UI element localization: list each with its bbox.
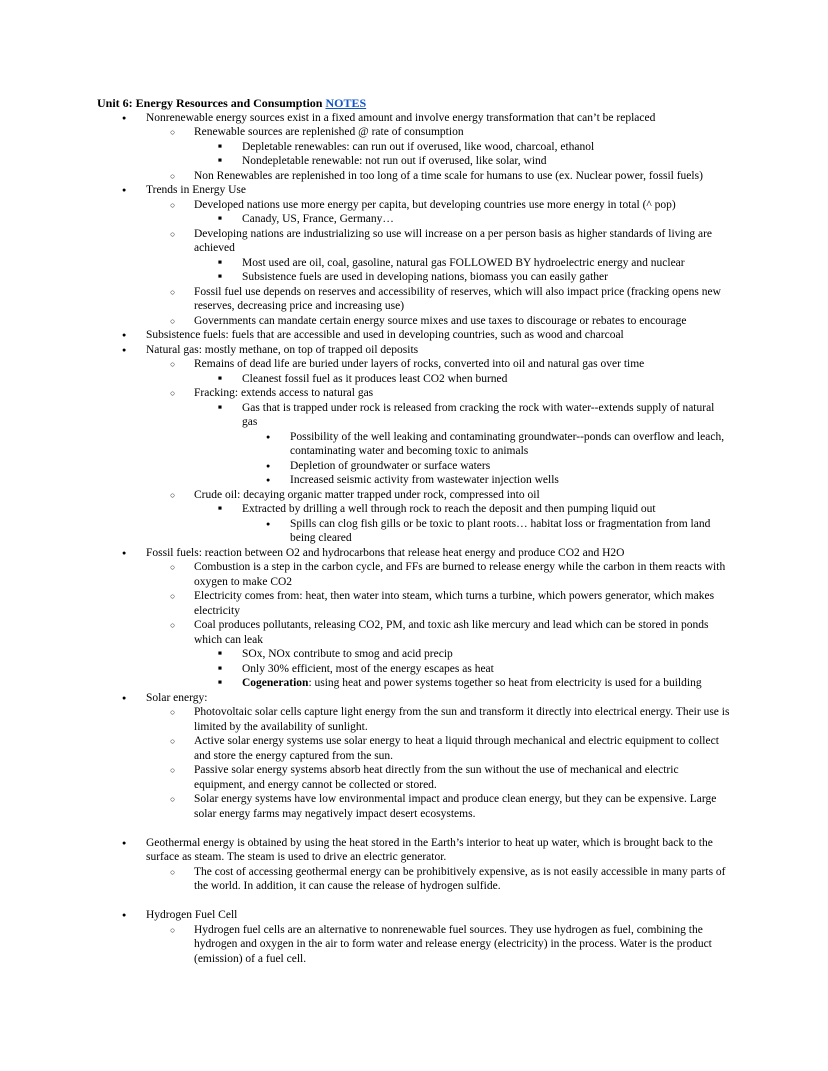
page-title	[97, 96, 731, 111]
notes-list	[97, 111, 731, 967]
bullet-icon: ●	[122, 548, 127, 557]
list-item-text: Solar energy systems have low environmental impact and produce clean energy, but they can be expensive. Large solar energy farms may negatively impact desert ecosystems.	[194, 793, 717, 820]
list-item-text: Most used are oil, coal, gasoline, natural gas FOLLOWED BY hydroelectric energy and nuclear	[242, 256, 685, 269]
bullet-icon: ○	[170, 359, 176, 369]
bullet-icon: ■	[218, 215, 222, 222]
bullet-icon: ○	[170, 489, 176, 500]
list-item-text: Active solar energy systems use solar energy to heat a liquid through mechanical and electric equipment to collect and store the energy captured from the sun.	[194, 735, 719, 762]
title-text: Unit 6: Energy Resources and Consumption	[97, 96, 326, 110]
list-item-text: Renewable sources are replenished @ rate of consumption	[194, 126, 464, 138]
list-item-text: Canady, US, France, Germany…	[242, 213, 394, 225]
list-item-text: Fracking: extends access to natural gas	[194, 387, 374, 399]
list-item-text: Governments can mandate certain energy source mixes and use taxes to discourage or rebates to encourage	[194, 314, 687, 327]
list-item	[170, 923, 731, 967]
list-item	[122, 328, 731, 343]
list-item-text: Geothermal energy is obtained by using the heat stored in the Earth’s interior to heat up water, which is brought back to the surface as steam. The steam is used to drive an electric generator.	[146, 836, 713, 863]
bullet-icon: ■	[218, 258, 222, 266]
list-item	[170, 227, 731, 256]
bullet-icon: ○	[170, 765, 176, 775]
list-item-text: Non Renewables are replenished in too long of a time scale for humans to use (ex. Nuclear power, fossil fuels)	[194, 169, 703, 182]
bullet-icon: ●	[122, 186, 127, 194]
bullet-icon: ○	[170, 170, 176, 181]
list-item	[218, 676, 731, 691]
list-item-text: Solar energy:	[146, 691, 208, 704]
list-item	[218, 502, 731, 517]
bullet-icon: ■	[218, 157, 222, 164]
list-item-text: Trends in Energy Use	[146, 184, 246, 196]
list-item-text: Subsistence fuels: fuels that are accessible and used in developing countries, such as wood and charcoal	[146, 329, 624, 341]
bullet-icon: ●	[122, 113, 127, 122]
bullet-icon: ○	[170, 591, 176, 601]
bullet-icon: ■	[218, 650, 222, 657]
bullet-icon: ■	[218, 374, 222, 382]
list-item-text: Only 30% efficient, most of the energy escapes as heat	[242, 662, 494, 675]
list-item-text: Passive solar energy systems absorb heat directly from the sun without the use of mechanical and electric equipment, and energy cannot be collected or stored.	[194, 764, 679, 791]
list-item	[266, 473, 731, 488]
list-item-text	[242, 676, 731, 691]
list-item	[266, 517, 731, 546]
list-item-text: Spills can clog fish gills or be toxic to plant roots… habitat loss or fragmentation from land being cleared	[290, 517, 711, 544]
list-item	[218, 647, 731, 662]
list-item-text: Extracted by drilling a well through rock to reach the deposit and then pumping liquid out	[242, 503, 656, 515]
list-item-text: Developed nations use more energy per capita, but developing countries use more energy in total (^ pop)	[194, 198, 676, 211]
bullet-icon: ●	[266, 519, 271, 528]
list-item-text: Combustion is a step in the carbon cycle, and FFs are burned to release energy while the carbon in them reacts with oxygen to make CO2	[194, 561, 726, 588]
list-item-text: Increased seismic activity from wastewater injection wells	[290, 474, 559, 486]
list-item	[170, 285, 731, 314]
list-item	[170, 169, 731, 184]
bullet-icon: ○	[170, 866, 176, 877]
list-item-text: The cost of accessing geothermal energy can be prohibitively expensive, as is not easily accessible in many parts of the world. In addition, it can cause the release of hydrogen sulfide.	[194, 865, 726, 892]
list-item-text: Nondepletable renewable: not run out if overused, like solar, wind	[242, 155, 547, 167]
list-item-text: Cleanest fossil fuel as it produces least CO2 when burned	[242, 372, 508, 385]
list-item	[122, 908, 731, 923]
list-item-text-run: : using heat and power systems together so heat from electricity is used for a building	[308, 677, 702, 689]
list-item	[266, 430, 731, 459]
list-item	[170, 357, 731, 372]
list-item-text: Developing nations are industrializing so use will increase on a per person basis as higher standards of living are achieved	[194, 227, 712, 254]
list-item	[122, 111, 731, 126]
list-item	[218, 270, 731, 285]
bullet-icon: ●	[122, 693, 127, 702]
list-item-text: Depletion of groundwater or surface waters	[290, 459, 491, 472]
bullet-icon: ○	[170, 199, 176, 210]
list-item	[122, 691, 731, 706]
bullet-icon: ○	[170, 924, 176, 935]
list-item	[218, 401, 731, 430]
list-item-text: Subsistence fuels are used in developing nations, biomass you can easily gather	[242, 271, 608, 283]
list-item	[170, 589, 731, 618]
list-item	[218, 154, 731, 169]
bullet-icon: ○	[170, 228, 176, 239]
list-item-text: SOx, NOx contribute to smog and acid precip	[242, 648, 453, 660]
bullet-icon: ○	[170, 707, 176, 717]
bullet-icon: ○	[170, 620, 176, 630]
list-item	[170, 618, 731, 647]
list-item-text-run: Cogeneration	[242, 677, 309, 689]
bullet-icon: ●	[122, 838, 127, 847]
list-item	[218, 662, 731, 677]
bullet-icon: ■	[218, 505, 222, 512]
bullet-icon: ■	[218, 679, 222, 686]
bullet-icon: ○	[170, 127, 176, 137]
list-item	[218, 212, 731, 227]
list-item	[218, 256, 731, 271]
list-item	[170, 125, 731, 140]
list-item-text: Natural gas: mostly methane, on top of trapped oil deposits	[146, 343, 419, 356]
list-item-text: Gas that is trapped under rock is released from cracking the rock with water--extends supply of natural gas	[242, 401, 715, 428]
list-item-text: Nonrenewable energy sources exist in a fixed amount and involve energy transformation that can’t be replaced	[146, 111, 656, 124]
list-item-text: Crude oil: decaying organic matter trapped under rock, compressed into oil	[194, 488, 540, 501]
list-item	[170, 198, 731, 213]
list-item-text: Coal produces pollutants, releasing CO2, PM, and toxic ash like mercury and lead which can be stored in ponds which can leak	[194, 619, 709, 646]
list-item	[218, 372, 731, 387]
list-item-text: Photovoltaic solar cells capture light energy from the sun and transform it directly into electrical energy. Their use is limited by the availability of sunlight.	[194, 706, 730, 733]
bullet-icon: ●	[122, 345, 127, 354]
bullet-icon: ○	[170, 315, 176, 326]
bullet-icon: ○	[170, 794, 176, 804]
bullet-icon: ●	[266, 432, 271, 441]
list-item	[170, 314, 731, 329]
list-item-text: Hydrogen Fuel Cell	[146, 909, 238, 921]
list-item	[170, 386, 731, 401]
list-item-text: Fossil fuel use depends on reserves and accessibility of reserves, which will also impact price (fracking opens new reserves, decreasing price and increasing use)	[194, 285, 721, 312]
list-item-text: Depletable renewables: can run out if overused, like wood, charcoal, ethanol	[242, 140, 595, 153]
bullet-icon: ●	[266, 476, 271, 484]
bullet-icon: ○	[170, 562, 176, 572]
list-item-text: Possibility of the well leaking and contaminating groundwater--ponds can overflow and leach, contaminating water and becoming toxic to animals	[290, 430, 725, 457]
list-item	[170, 560, 731, 589]
list-item	[170, 865, 731, 894]
list-item-text: Fossil fuels: reaction between O2 and hydrocarbons that release heat energy and produce CO2 and H2O	[146, 546, 625, 559]
list-item	[170, 488, 731, 503]
bullet-icon: ○	[170, 736, 176, 746]
list-item	[122, 343, 731, 358]
bullet-icon: ■	[218, 403, 222, 411]
list-item	[122, 183, 731, 198]
list-item	[170, 705, 731, 734]
bullet-icon: ●	[122, 331, 127, 339]
bullet-icon: ●	[122, 911, 127, 919]
bullet-icon: ■	[218, 273, 222, 280]
bullet-icon: ●	[266, 461, 271, 470]
list-item	[266, 459, 731, 474]
bullet-icon: ○	[170, 286, 176, 297]
list-item-text: Electricity comes from: heat, then water into steam, which turns a turbine, which powers generator, which makes electricity	[194, 590, 715, 617]
notes-link[interactable]: NOTES	[325, 96, 367, 110]
list-item	[122, 836, 731, 865]
list-item-text: Hydrogen fuel cells are an alternative to nonrenewable fuel sources. They use hydrogen as fuel, combining the hydrogen and oxygen in the air to form water and release energy (electricity) in the process. Water is the product (emission) of a fuel cell.	[194, 923, 712, 965]
list-item	[170, 734, 731, 763]
bullet-icon: ■	[218, 664, 222, 672]
list-item-text: Remains of dead life are buried under layers of rocks, converted into oil and natural gas over time	[194, 358, 645, 370]
bullet-icon: ■	[218, 142, 222, 150]
list-item	[170, 763, 731, 792]
list-item	[170, 792, 731, 821]
bullet-icon: ○	[170, 388, 176, 398]
list-item	[122, 546, 731, 561]
list-item	[218, 140, 731, 155]
